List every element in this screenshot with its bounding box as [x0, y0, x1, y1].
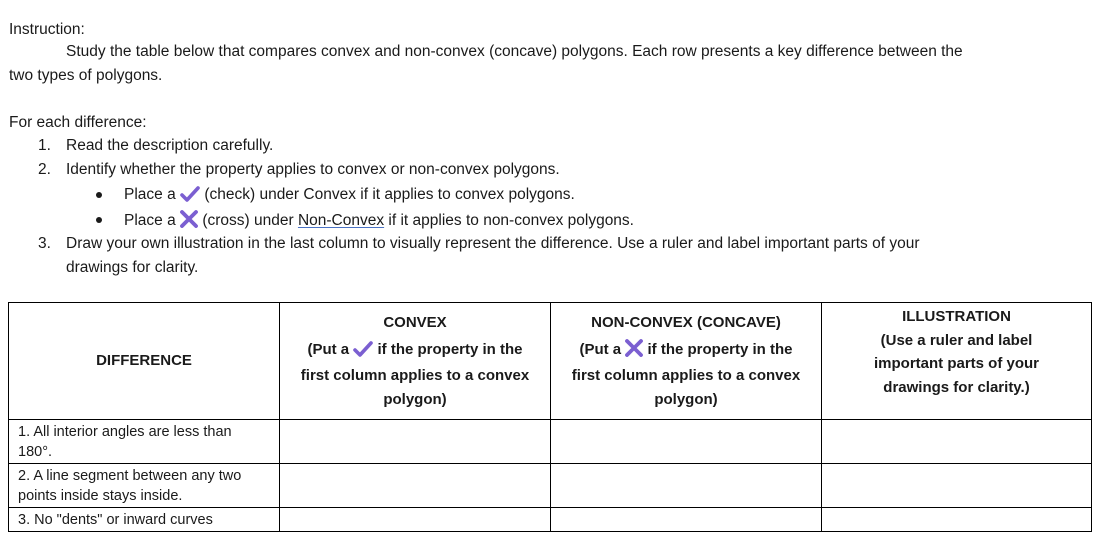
table-row: [9, 464, 1092, 508]
bullet-check-prefix: Place a: [124, 186, 176, 203]
header-convex-title: CONVEX: [383, 314, 447, 331]
illustration-cell[interactable]: [822, 464, 1092, 508]
check-icon: [180, 186, 200, 208]
step-2-text: Identify whether the property applies to convex or non-convex polygons.: [66, 161, 560, 178]
difference-cell: 2. A line segment between any two points inside stays inside.: [9, 464, 280, 508]
illustration-cell[interactable]: [822, 508, 1092, 532]
header-convex: [280, 303, 551, 420]
difference-cell: 1. All interior angles are less than 180°.: [9, 420, 280, 464]
step-3-text-line1: Draw your own illustration in the last column to visually represent the difference. Use a ruler and label important parts of your: [66, 235, 920, 252]
header-nonconvex-sub-line2: first column applies to a convex: [571, 367, 801, 384]
instruction-heading: Instruction:: [9, 21, 85, 38]
header-illustration-line3: drawings for clarity.): [883, 378, 1030, 396]
bullet-cross-text: (cross) under: [202, 212, 294, 229]
nonconvex-answer-cell[interactable]: [551, 464, 822, 508]
instruction-intro-line1: Study the table below that compares convex and non-convex (concave) polygons. Each row presents a key difference between the: [66, 43, 963, 60]
header-illustration-line1: (Use a ruler and label: [880, 331, 1033, 349]
for-each-label: For each difference:: [9, 114, 147, 131]
step-1-text: Read the description carefully.: [66, 137, 274, 154]
header-convex-sub-line2: first column applies to a convex: [300, 367, 530, 384]
header-nonconvex-sub-line1: (Put a if the property in the: [551, 338, 821, 365]
header-illustration-title: ILLUSTRATION: [902, 308, 1011, 325]
header-convex-sub-line3: polygon): [383, 390, 447, 408]
header-nonconvex-sub-line3: polygon): [654, 390, 718, 408]
illustration-cell[interactable]: [822, 420, 1092, 464]
instruction-intro-line2: two types of polygons.: [9, 67, 163, 84]
comparison-table: [8, 302, 1092, 532]
table-row: [9, 420, 1092, 464]
convex-answer-cell[interactable]: [280, 464, 551, 508]
bullet-dot: [96, 217, 102, 223]
step-1-number: 1.: [38, 137, 51, 154]
header-row: [9, 303, 1092, 420]
difference-cell: 3. No "dents" or inward curves: [9, 508, 280, 532]
table-row: [9, 508, 1092, 532]
nonconvex-answer-cell[interactable]: [551, 420, 822, 464]
step-3-text-line2: drawings for clarity.: [66, 259, 199, 276]
bullet-cross-instruction: [124, 210, 634, 234]
bullet-cross-suffix: if it applies to non-convex polygons.: [388, 212, 634, 229]
bullet-check-instruction: [124, 185, 575, 208]
step-3-number: 3.: [38, 235, 51, 252]
non-convex-link[interactable]: Non-Convex: [297, 212, 385, 229]
convex-answer-cell[interactable]: [280, 508, 551, 532]
bullet-cross-prefix: Place a: [124, 212, 176, 229]
bullet-check-text: (check) under Convex if it applies to convex polygons.: [204, 186, 575, 203]
nonconvex-answer-cell[interactable]: [551, 508, 822, 532]
header-illustration-line2: important parts of your: [873, 355, 1039, 372]
convex-answer-cell[interactable]: [280, 420, 551, 464]
check-icon: [353, 341, 373, 365]
header-convex-sub-line1: (Put a if the property in the: [280, 338, 550, 365]
header-illustration: [822, 303, 1092, 420]
header-nonconvex-title: NON-CONVEX (CONCAVE): [591, 314, 781, 331]
header-difference: DIFFERENCE: [9, 303, 280, 420]
bullet-dot: [96, 192, 102, 198]
cross-icon: [625, 339, 643, 365]
step-2-number: 2.: [38, 161, 51, 178]
header-nonconvex: [551, 303, 822, 420]
cross-icon: [180, 210, 198, 234]
